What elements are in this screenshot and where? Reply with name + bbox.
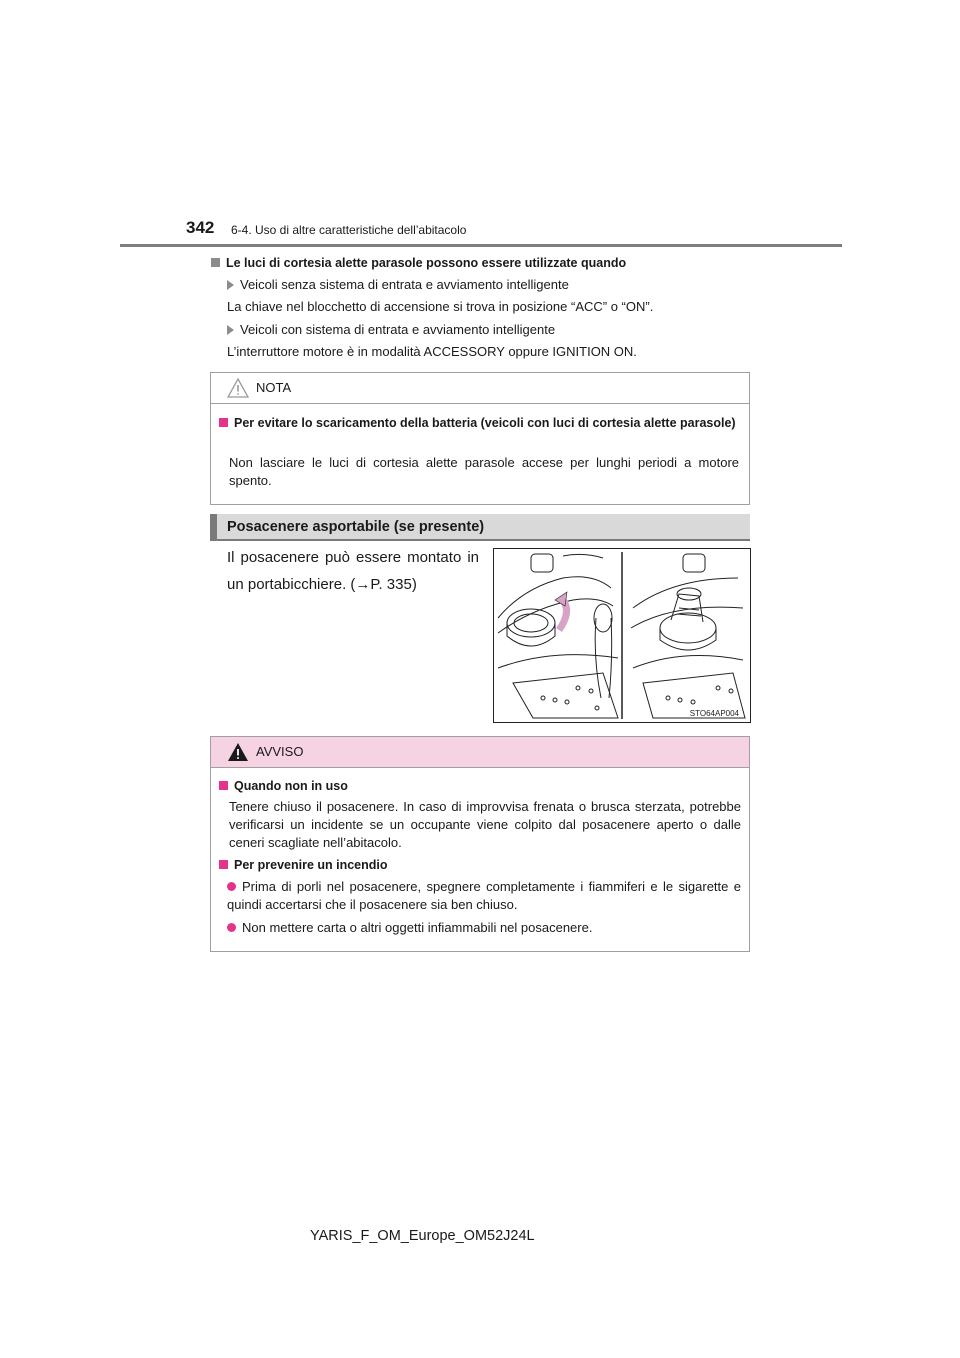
square-bullet-icon [219, 860, 228, 869]
circle-bullet-icon [227, 923, 236, 932]
triangle-bullet-icon [227, 280, 234, 290]
warning-item2-bullet1: Prima di porli nel posacenere, spegnere completamente i fiammiferi e le sigarette e quindi accertarsi che il posacenere sia ben chiuso. [227, 879, 741, 912]
warning-divider [211, 767, 749, 768]
warning-box [210, 736, 750, 952]
warning-triangle-icon [227, 742, 249, 762]
ashtray-heading-bar [210, 514, 750, 540]
figure-code: STO64AP004 [689, 709, 739, 718]
notice-item-heading: Per evitare lo scaricamento della batteria (veicoli con luci di cortesia alette parasole) [219, 414, 742, 432]
warning-item1-heading: Quando non in uso [219, 779, 348, 793]
document-code: YARIS_F_OM_Europe_OM52J24L [310, 1228, 535, 1244]
section-title: 6-4. Uso di altre caratteristiche dell’abitacolo [231, 223, 467, 237]
page-number: 342 [186, 218, 215, 237]
warning-item2-heading: Per prevenire un incendio [219, 858, 388, 872]
circle-bullet-icon [227, 882, 236, 891]
notice-title: NOTA [256, 380, 292, 395]
warning-item2-bullet2: Non mettere carta o altri oggetti infiammabili nel posacenere. [227, 919, 741, 937]
vanity-case1-text: La chiave nel blocchetto di accensione si trova in posizione “ACC” o “ON”. [227, 299, 654, 314]
square-bullet-icon [211, 258, 220, 267]
vanity-heading: Le luci di cortesia alette parasole possono essere utilizzate quando [211, 256, 626, 270]
notice-divider [211, 403, 749, 404]
warning-item1-text: Tenere chiuso il posacenere. In caso di improvvisa frenata o brusca sterzata, potrebbe verificarsi un incidente se un occupante viene colpito dal posacenere aperto o dalle ceneri scagliate nell’abitacolo. [229, 799, 741, 850]
ashtray-text: Il posacenere può essere montato in un portabicchiere. (→P. 335) [227, 549, 479, 593]
heading-accent [210, 514, 217, 540]
ashtray-heading: Posacenere asportabile (se presente) [227, 519, 485, 535]
header-rule [120, 244, 842, 247]
ashtray-illustration [493, 548, 751, 723]
notice-item-text: Non lasciare le luci di cortesia alette parasole accese per lunghi periodi a motore spento. [229, 455, 739, 488]
vanity-case1-label: Veicoli senza sistema di entrata e avviamento intelligente [227, 277, 569, 292]
heading-underline [210, 539, 750, 541]
notice-box [210, 372, 750, 505]
square-bullet-icon [219, 781, 228, 790]
triangle-bullet-icon [227, 325, 234, 335]
square-bullet-icon [219, 418, 228, 427]
vanity-case2-text: L’interruttore motore è in modalità ACCESSORY oppure IGNITION ON. [227, 344, 637, 359]
caution-triangle-icon [227, 378, 249, 398]
vanity-case2-label: Veicoli con sistema di entrata e avviamento intelligente [227, 322, 555, 337]
warning-title: AVVISO [256, 744, 304, 759]
